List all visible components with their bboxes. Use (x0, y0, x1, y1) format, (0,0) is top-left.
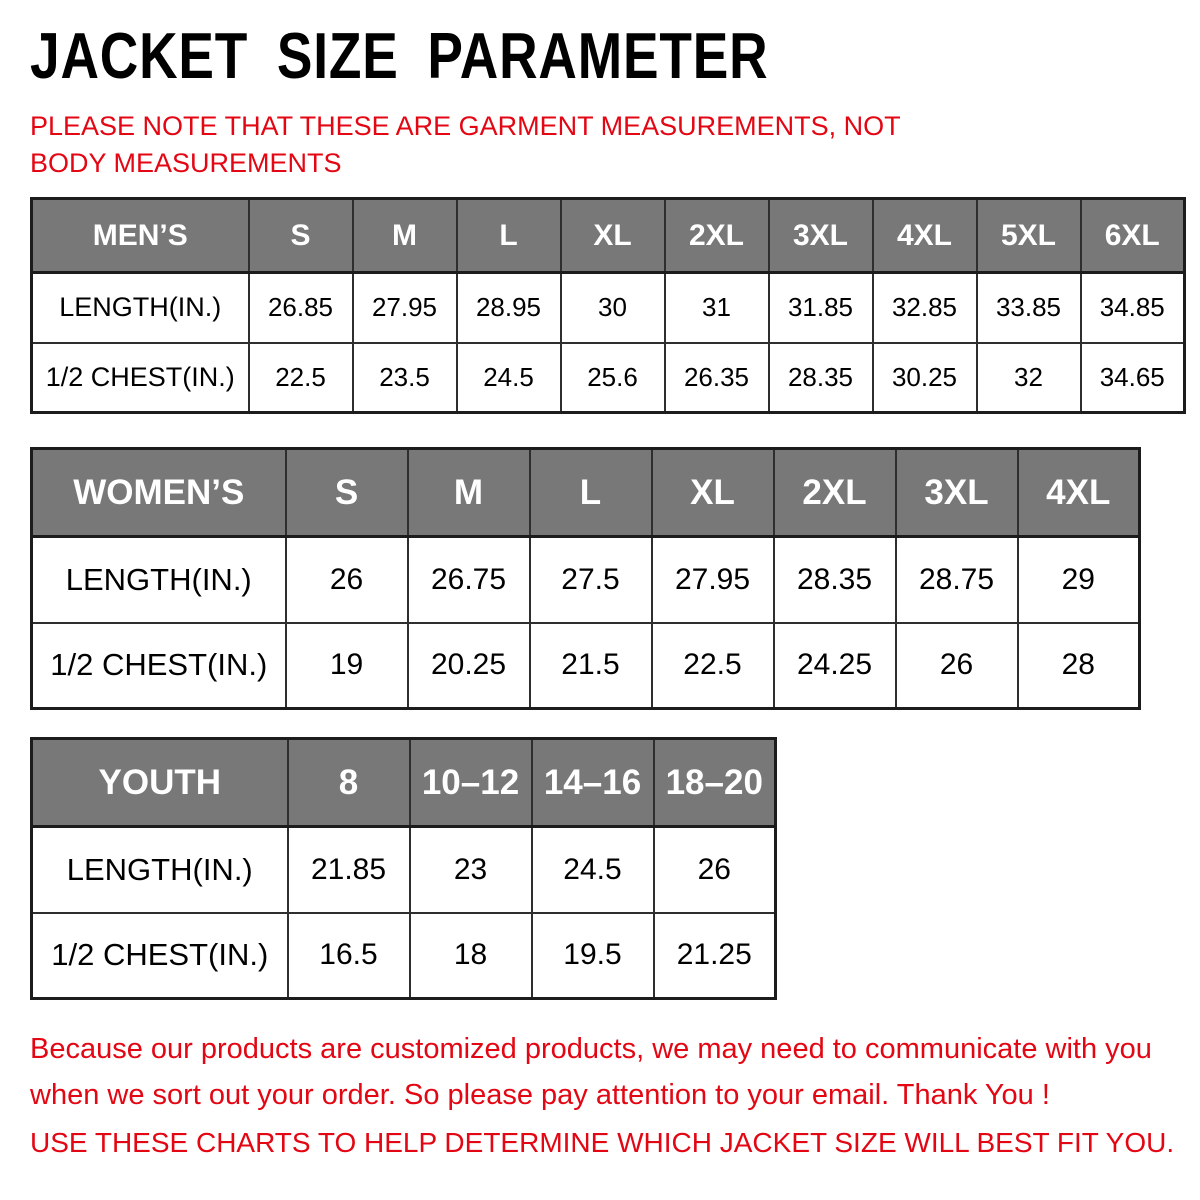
size-cell: 24.5 (457, 343, 561, 413)
size-cell: 26 (286, 537, 408, 623)
size-cell: 24.5 (532, 827, 654, 913)
youth-size-header: 18–20 (654, 739, 776, 827)
womens-size-header: M (408, 449, 530, 537)
size-cell: 28.95 (457, 273, 561, 343)
size-cell: 32.85 (873, 273, 977, 343)
size-cell: 31.85 (769, 273, 873, 343)
womens-size-header: 2XL (774, 449, 896, 537)
row-label: LENGTH(IN.) (32, 827, 288, 913)
size-cell: 22.5 (249, 343, 353, 413)
fit-tip: USE THESE CHARTS TO HELP DETERMINE WHICH JACKET SIZE WILL BEST FIT YOU. (30, 1127, 1175, 1158)
mens-size-header: L (457, 199, 561, 273)
size-cell: 33.85 (977, 273, 1081, 343)
womens-size-header: L (530, 449, 652, 537)
row-label: 1/2 CHEST(IN.) (32, 913, 288, 999)
size-cell: 30.25 (873, 343, 977, 413)
size-cell: 28.35 (769, 343, 873, 413)
size-cell: 23.5 (353, 343, 457, 413)
size-cell: 26 (654, 827, 776, 913)
mens-length-row (32, 273, 1185, 343)
size-cell: 20.25 (408, 623, 530, 709)
womens-chest-row (32, 623, 1140, 709)
size-cell: 26.75 (408, 537, 530, 623)
size-cell: 19.5 (532, 913, 654, 999)
size-cell: 28.35 (774, 537, 896, 623)
mens-size-header: 2XL (665, 199, 769, 273)
mens-size-header: S (249, 199, 353, 273)
womens-header-row (32, 449, 1140, 537)
mens-chest-row (32, 343, 1185, 413)
size-cell: 23 (410, 827, 532, 913)
mens-group-header: MEN’S (32, 199, 249, 273)
youth-length-row (32, 827, 776, 913)
mens-size-header: 6XL (1081, 199, 1185, 273)
mens-size-header: 4XL (873, 199, 977, 273)
size-cell: 22.5 (652, 623, 774, 709)
size-cell: 25.6 (561, 343, 665, 413)
youth-size-table (30, 737, 777, 1000)
size-cell: 28 (1018, 623, 1140, 709)
size-cell: 31 (665, 273, 769, 343)
size-cell: 27.5 (530, 537, 652, 623)
size-cell: 26 (896, 623, 1018, 709)
size-cell: 26.35 (665, 343, 769, 413)
youth-size-header: 14–16 (532, 739, 654, 827)
youth-size-header: 8 (288, 739, 410, 827)
mens-size-table (30, 197, 1186, 414)
size-cell: 24.25 (774, 623, 896, 709)
size-cell: 21.5 (530, 623, 652, 709)
size-cell: 28.75 (896, 537, 1018, 623)
size-cell: 26.85 (249, 273, 353, 343)
womens-size-header: S (286, 449, 408, 537)
mens-size-header: XL (561, 199, 665, 273)
size-cell: 34.65 (1081, 343, 1185, 413)
youth-chest-row (32, 913, 776, 999)
size-cell: 19 (286, 623, 408, 709)
womens-size-header: 4XL (1018, 449, 1140, 537)
size-cell: 16.5 (288, 913, 410, 999)
mens-size-header: 3XL (769, 199, 873, 273)
mens-header-row (32, 199, 1185, 273)
size-cell: 27.95 (652, 537, 774, 623)
mens-size-header: 5XL (977, 199, 1081, 273)
row-label: 1/2 CHEST(IN.) (32, 623, 286, 709)
customization-notice: Because our products are customized products, we may need to communicate with you when we sort out your order. So please pay attention to your email. Thank You ! (30, 1033, 1152, 1111)
womens-size-header: 3XL (896, 449, 1018, 537)
womens-length-row (32, 537, 1140, 623)
mens-size-header: M (353, 199, 457, 273)
row-label: LENGTH(IN.) (32, 537, 286, 623)
garment-measurement-note: PLEASE NOTE THAT THESE ARE GARMENT MEASUREMENTS, NOT BODY MEASUREMENTS (30, 111, 901, 178)
womens-size-header: XL (652, 449, 774, 537)
size-cell: 29 (1018, 537, 1140, 623)
size-cell: 21.85 (288, 827, 410, 913)
womens-group-header: WOMEN’S (32, 449, 286, 537)
size-cell: 32 (977, 343, 1081, 413)
size-cell: 18 (410, 913, 532, 999)
size-cell: 34.85 (1081, 273, 1185, 343)
youth-header-row (32, 739, 776, 827)
size-cell: 30 (561, 273, 665, 343)
size-cell: 27.95 (353, 273, 457, 343)
row-label: 1/2 CHEST(IN.) (32, 343, 249, 413)
youth-group-header: YOUTH (32, 739, 288, 827)
womens-size-table (30, 447, 1141, 710)
youth-size-header: 10–12 (410, 739, 532, 827)
row-label: LENGTH(IN.) (32, 273, 249, 343)
page-title: JACKET SIZE PARAMETER (30, 19, 769, 92)
size-cell: 21.25 (654, 913, 776, 999)
